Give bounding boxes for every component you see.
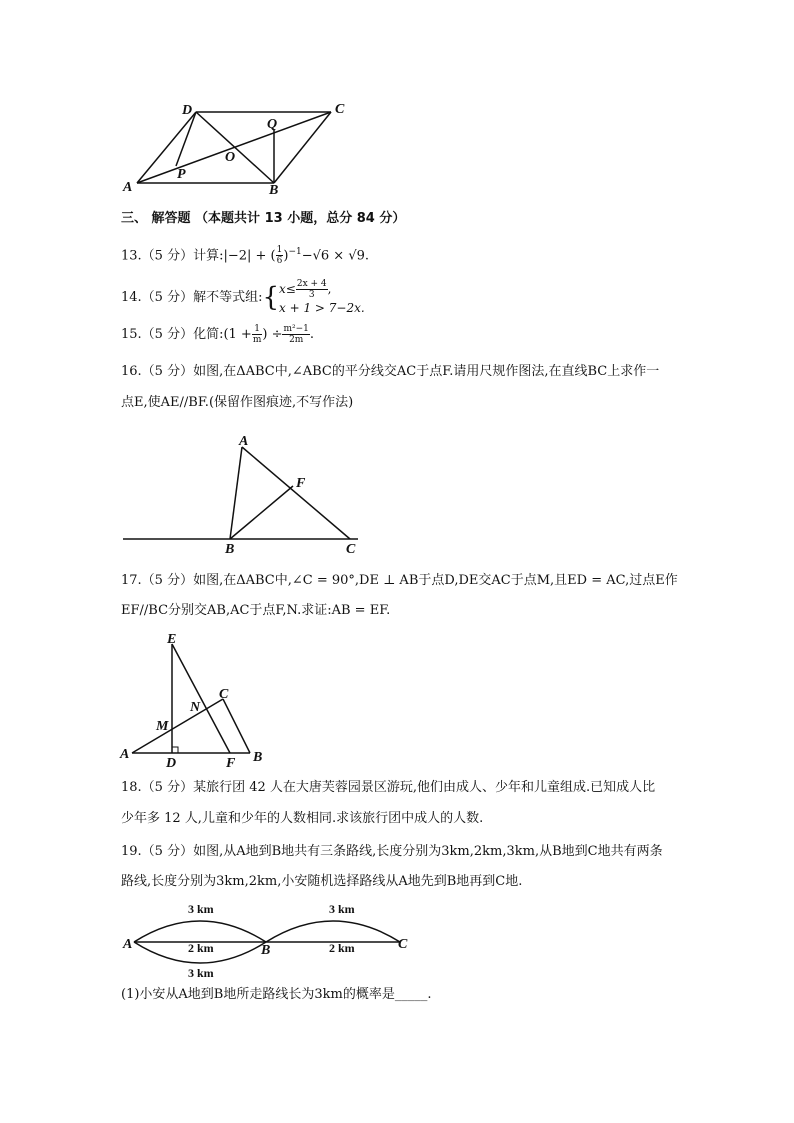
q15-frac1-num: 1 (252, 324, 263, 335)
q15-mid: ) ÷ (262, 327, 283, 342)
question-16-line2: 点E,使AE//BF.(保留作图痕迹,不写作法) (121, 395, 354, 410)
route-bc-mid-length: 2 km (329, 941, 355, 955)
q15-prefix: 15.（5 分）化简:(1 + (121, 327, 252, 342)
label-D: D (182, 103, 193, 118)
route-ab-mid-length: 2 km (188, 941, 214, 955)
label-C: C (398, 937, 408, 952)
q15-frac1-den: m (252, 335, 262, 345)
q15-frac2-den: 2m (289, 335, 304, 345)
question-17-line1: 17.（5 分）如图,在ΔABC中,∠C = 90°,DE ⊥ AB于点D,DE交AC于点M,且ED = AC,过点E作 (121, 573, 678, 588)
q14-line1-a: x≤ (279, 282, 296, 296)
q13-frac-num: 1 (276, 245, 283, 256)
question-15 (121, 324, 314, 345)
question-17-line2: EF//BC分别交AB,AC于点F,N.求证:AB = EF. (121, 603, 391, 618)
label-E: E (167, 632, 177, 647)
q15-frac2-num: m²−1 (283, 324, 309, 334)
label-B: B (261, 943, 271, 958)
right-triangle-lines (132, 644, 250, 753)
q13-exponent: −1 (288, 247, 302, 257)
label-C: C (219, 687, 229, 702)
question-13: 13.（5 分）计算:|−2| + ( $\frac{1}{6}$ )$^{-1}$−√6 × √9. (121, 245, 370, 267)
label-A: A (120, 747, 130, 762)
triangle-figure (120, 430, 370, 560)
label-N: N (190, 700, 201, 715)
q15-fraction-1 (252, 324, 263, 345)
question-19-sub1: (1)小安从A地到B地所走路线长为3km的概率是_____. (121, 987, 432, 1002)
label-A: A (123, 937, 133, 952)
label-C: C (346, 542, 356, 557)
label-M: M (156, 719, 169, 734)
label-P: P (177, 167, 186, 182)
q14-brace: { (262, 282, 280, 313)
label-O: O (225, 150, 236, 165)
label-D: D (166, 756, 177, 771)
parallelogram-lines (137, 112, 331, 183)
question-18-line2: 少年多 12 人,儿童和少年的人数相同.求该旅行团中成人的人数. (121, 811, 484, 826)
q14-frac-num: 2x + 4 (296, 279, 327, 289)
section-title: 三、 解答题 （本题共计 13 小题，总分 84 分） (121, 211, 406, 226)
q14-line2: x + 1 > 7−2x. (279, 301, 365, 315)
q13-frac-den: 6 (276, 256, 283, 267)
q13-fraction (276, 245, 284, 266)
route-bc-top-length: 3 km (329, 902, 355, 916)
q14-system (279, 279, 365, 316)
route-ab-top-length: 3 km (188, 902, 214, 916)
question-19-line1: 19.（5 分）如图,从A地到B地共有三条路线,长度分别为3km,2km,3km,从B地到C地共有两条 (121, 844, 663, 859)
q15-fraction-2 (282, 324, 309, 345)
label-B: B (269, 183, 279, 198)
label-Q: Q (267, 117, 278, 132)
label-A: A (123, 180, 133, 195)
label-F: F (296, 476, 306, 491)
q14-line1-b: , (327, 282, 332, 296)
q14-fraction (296, 279, 328, 300)
q13-prefix: 13.（5 分）计算:|−2| + ( (121, 248, 276, 264)
route-ab-bot-length: 3 km (188, 966, 214, 980)
label-A: A (239, 434, 249, 449)
q14-frac-den: 3 (308, 290, 315, 300)
right-triangle-figure (120, 630, 280, 770)
label-B: B (225, 542, 235, 557)
label-F: F (226, 756, 236, 771)
triangle-lines (123, 447, 358, 539)
label-C: C (335, 102, 345, 117)
question-14 (121, 279, 365, 316)
question-18-line1: 18.（5 分）某旅行团 42 人在大唐芙蓉园景区游玩,他们由成人、少年和儿童组成.已知成人比 (121, 780, 656, 795)
parallelogram-figure (120, 95, 360, 198)
q15-end: . (309, 327, 315, 342)
question-16-line1: 16.（5 分）如图,在ΔABC中,∠ABC的平分线交AC于点F.请用尺规作图法,在直线BC上求作一 (121, 364, 660, 379)
q14-prefix: 14.（5 分）解不等式组: (121, 290, 263, 305)
question-19-line2: 路线,长度分别为3km,2km,小安随机选择路线从A地先到B地再到C地. (121, 874, 523, 889)
label-B: B (253, 750, 263, 765)
q13-suffix: −√6 × √9. (301, 248, 370, 264)
routes-figure (120, 898, 420, 983)
